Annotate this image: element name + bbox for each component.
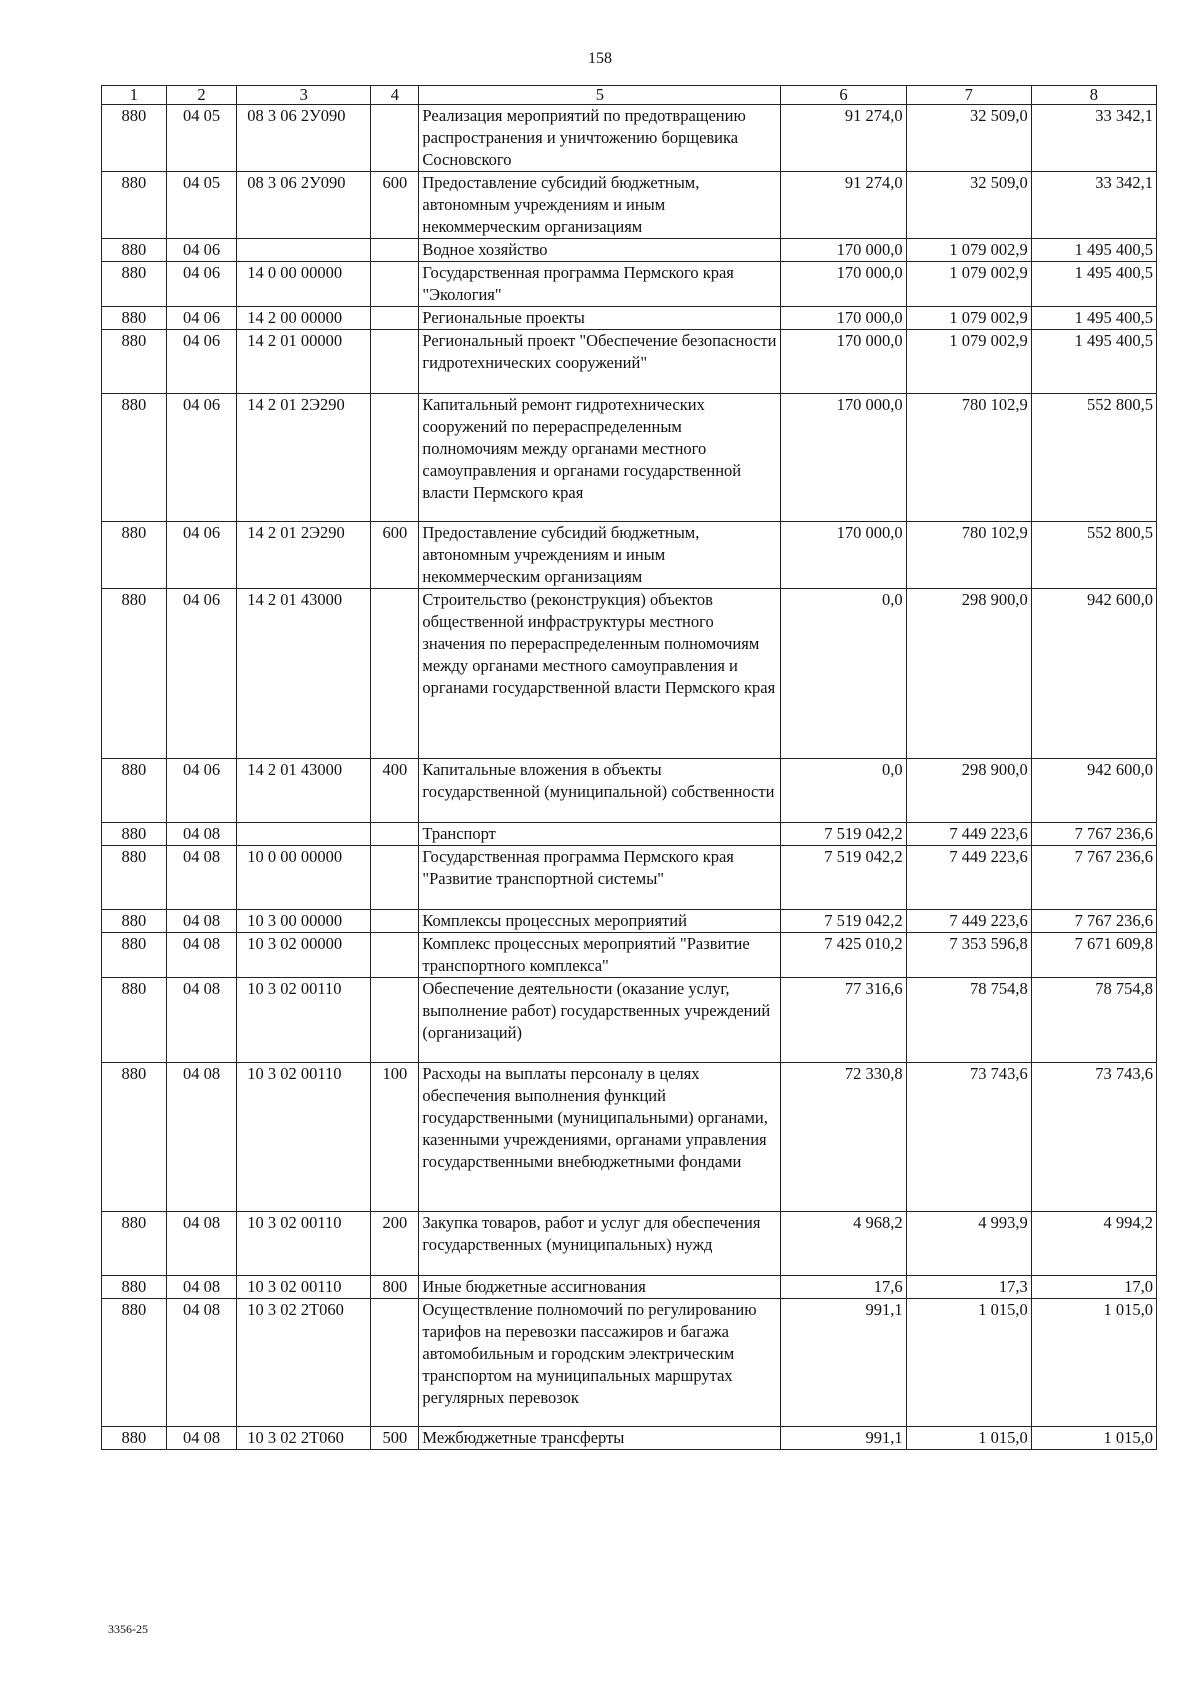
amount-col7-cell: 7 449 223,6 — [906, 823, 1031, 846]
item-name-cell: Предоставление субсидий бюджетным, автономным учреждениям и иным некоммерческим организациям — [419, 172, 781, 239]
item-name-cell: Государственная программа Пермского края "Развитие транспортной системы" — [419, 846, 781, 910]
amount-col8-cell: 942 600,0 — [1031, 589, 1156, 759]
table-row — [102, 105, 1157, 172]
expense-type-cell: 400 — [371, 759, 419, 823]
target-article-cell: 14 0 00 00000 — [237, 262, 371, 307]
target-article-cell: 10 3 02 00110 — [237, 1063, 371, 1212]
section-code-cell: 04 08 — [166, 1427, 236, 1450]
amount-col6-cell: 991,1 — [781, 1299, 906, 1427]
target-article-cell: 14 2 01 43000 — [237, 759, 371, 823]
table-row — [102, 172, 1157, 239]
expense-type-cell — [371, 823, 419, 846]
ministry-code-cell: 880 — [102, 823, 167, 846]
table-row — [102, 759, 1157, 823]
expense-type-cell: 200 — [371, 1212, 419, 1276]
target-article-cell: 10 3 02 00110 — [237, 1276, 371, 1299]
amount-col6-cell: 170 000,0 — [781, 522, 906, 589]
target-article-cell: 10 0 00 00000 — [237, 846, 371, 910]
amount-col7-cell: 4 993,9 — [906, 1212, 1031, 1276]
target-article-cell: 10 3 02 2Т060 — [237, 1299, 371, 1427]
amount-col6-cell: 170 000,0 — [781, 239, 906, 262]
expense-type-cell — [371, 307, 419, 330]
section-code-cell: 04 06 — [166, 522, 236, 589]
amount-col7-cell: 1 015,0 — [906, 1299, 1031, 1427]
ministry-code-cell: 880 — [102, 522, 167, 589]
amount-col6-cell: 7 519 042,2 — [781, 823, 906, 846]
section-code-cell: 04 08 — [166, 933, 236, 978]
ministry-code-cell: 880 — [102, 394, 167, 522]
section-code-cell: 04 06 — [166, 330, 236, 394]
column-header: 7 — [906, 86, 1031, 105]
amount-col6-cell: 77 316,6 — [781, 978, 906, 1063]
item-name-cell: Реализация мероприятий по предотвращению распространения и уничтожению борщевика Сосновского — [419, 105, 781, 172]
section-code-cell: 04 06 — [166, 759, 236, 823]
column-header: 5 — [419, 86, 781, 105]
item-name-cell: Расходы на выплаты персоналу в целях обеспечения выполнения функций государственными (муниципальными) органами, казенными учреждениями, органами управления государственными внебюджетными фондами — [419, 1063, 781, 1212]
target-article-cell: 14 2 01 00000 — [237, 330, 371, 394]
amount-col7-cell: 32 509,0 — [906, 105, 1031, 172]
amount-col7-cell: 1 079 002,9 — [906, 239, 1031, 262]
amount-col8-cell: 552 800,5 — [1031, 522, 1156, 589]
ministry-code-cell: 880 — [102, 1063, 167, 1212]
amount-col6-cell: 72 330,8 — [781, 1063, 906, 1212]
amount-col7-cell: 780 102,9 — [906, 522, 1031, 589]
target-article-cell: 14 2 01 2Э290 — [237, 522, 371, 589]
item-name-cell: Водное хозяйство — [419, 239, 781, 262]
table-row — [102, 823, 1157, 846]
section-code-cell: 04 06 — [166, 589, 236, 759]
section-code-cell: 04 08 — [166, 978, 236, 1063]
table-row — [102, 1276, 1157, 1299]
ministry-code-cell: 880 — [102, 307, 167, 330]
column-header: 8 — [1031, 86, 1156, 105]
ministry-code-cell: 880 — [102, 759, 167, 823]
table-row — [102, 307, 1157, 330]
item-name-cell: Государственная программа Пермского края "Экология" — [419, 262, 781, 307]
target-article-cell: 10 3 02 2Т060 — [237, 1427, 371, 1450]
expense-type-cell — [371, 846, 419, 910]
amount-col6-cell: 7 425 010,2 — [781, 933, 906, 978]
section-code-cell: 04 08 — [166, 1063, 236, 1212]
ministry-code-cell: 880 — [102, 239, 167, 262]
target-article-cell: 10 3 02 00110 — [237, 1212, 371, 1276]
item-name-cell: Строительство (реконструкция) объектов общественной инфраструктуры местного значения по перераспределенным полномочиям между органами местного самоуправления и органами государственной власти Пермского края — [419, 589, 781, 759]
table-row — [102, 1212, 1157, 1276]
section-code-cell: 04 08 — [166, 823, 236, 846]
ministry-code-cell: 880 — [102, 1299, 167, 1427]
section-code-cell: 04 06 — [166, 239, 236, 262]
amount-col6-cell: 4 968,2 — [781, 1212, 906, 1276]
section-code-cell: 04 08 — [166, 1299, 236, 1427]
amount-col8-cell: 1 015,0 — [1031, 1299, 1156, 1427]
amount-col7-cell: 780 102,9 — [906, 394, 1031, 522]
page-number: 158 — [588, 50, 612, 67]
item-name-cell: Закупка товаров, работ и услуг для обеспечения государственных (муниципальных) нужд — [419, 1212, 781, 1276]
expense-type-cell — [371, 262, 419, 307]
item-name-cell: Предоставление субсидий бюджетным, автономным учреждениям и иным некоммерческим организациям — [419, 522, 781, 589]
amount-col8-cell: 1 495 400,5 — [1031, 330, 1156, 394]
amount-col6-cell: 7 519 042,2 — [781, 846, 906, 910]
column-header: 4 — [371, 86, 419, 105]
item-name-cell: Транспорт — [419, 823, 781, 846]
expense-type-cell: 100 — [371, 1063, 419, 1212]
section-code-cell: 04 08 — [166, 846, 236, 910]
section-code-cell: 04 08 — [166, 910, 236, 933]
amount-col6-cell: 91 274,0 — [781, 172, 906, 239]
expense-type-cell — [371, 910, 419, 933]
amount-col6-cell: 91 274,0 — [781, 105, 906, 172]
amount-col8-cell: 1 495 400,5 — [1031, 307, 1156, 330]
ministry-code-cell: 880 — [102, 105, 167, 172]
amount-col6-cell: 17,6 — [781, 1276, 906, 1299]
expense-type-cell — [371, 933, 419, 978]
target-article-cell — [237, 823, 371, 846]
expense-type-cell — [371, 978, 419, 1063]
amount-col6-cell: 170 000,0 — [781, 394, 906, 522]
item-name-cell: Региональные проекты — [419, 307, 781, 330]
amount-col6-cell: 0,0 — [781, 759, 906, 823]
amount-col8-cell: 1 495 400,5 — [1031, 262, 1156, 307]
table-row — [102, 1427, 1157, 1450]
amount-col7-cell: 1 079 002,9 — [906, 262, 1031, 307]
expense-type-cell — [371, 394, 419, 522]
amount-col8-cell: 4 994,2 — [1031, 1212, 1156, 1276]
section-code-cell: 04 08 — [166, 1276, 236, 1299]
table-row — [102, 394, 1157, 522]
ministry-code-cell: 880 — [102, 933, 167, 978]
amount-col7-cell: 32 509,0 — [906, 172, 1031, 239]
table-row — [102, 910, 1157, 933]
amount-col7-cell: 78 754,8 — [906, 978, 1031, 1063]
table-row — [102, 978, 1157, 1063]
column-header: 1 — [102, 86, 167, 105]
amount-col6-cell: 170 000,0 — [781, 307, 906, 330]
amount-col6-cell: 7 519 042,2 — [781, 910, 906, 933]
item-name-cell: Иные бюджетные ассигнования — [419, 1276, 781, 1299]
target-article-cell: 14 2 01 43000 — [237, 589, 371, 759]
table-row — [102, 589, 1157, 759]
amount-col8-cell: 552 800,5 — [1031, 394, 1156, 522]
budget-table — [101, 85, 1157, 1450]
expense-type-cell: 800 — [371, 1276, 419, 1299]
table-row — [102, 239, 1157, 262]
amount-col6-cell: 991,1 — [781, 1427, 906, 1450]
target-article-cell: 08 3 06 2У090 — [237, 172, 371, 239]
expense-type-cell — [371, 105, 419, 172]
ministry-code-cell: 880 — [102, 262, 167, 307]
ministry-code-cell: 880 — [102, 1276, 167, 1299]
target-article-cell: 10 3 02 00110 — [237, 978, 371, 1063]
ministry-code-cell: 880 — [102, 589, 167, 759]
amount-col7-cell: 7 353 596,8 — [906, 933, 1031, 978]
column-header: 6 — [781, 86, 906, 105]
ministry-code-cell: 880 — [102, 910, 167, 933]
table-body — [102, 105, 1157, 1450]
amount-col8-cell: 1 015,0 — [1031, 1427, 1156, 1450]
amount-col8-cell: 1 495 400,5 — [1031, 239, 1156, 262]
target-article-cell — [237, 239, 371, 262]
amount-col7-cell: 298 900,0 — [906, 589, 1031, 759]
section-code-cell: 04 05 — [166, 105, 236, 172]
amount-col7-cell: 17,3 — [906, 1276, 1031, 1299]
expense-type-cell — [371, 1299, 419, 1427]
section-code-cell: 04 08 — [166, 1212, 236, 1276]
item-name-cell: Региональный проект "Обеспечение безопасности гидротехнических сооружений" — [419, 330, 781, 394]
ministry-code-cell: 880 — [102, 172, 167, 239]
document-code: 3356-25 — [108, 1622, 148, 1636]
expense-type-cell: 500 — [371, 1427, 419, 1450]
table-row — [102, 330, 1157, 394]
ministry-code-cell: 880 — [102, 1212, 167, 1276]
amount-col7-cell: 1 079 002,9 — [906, 307, 1031, 330]
amount-col8-cell: 7 671 609,8 — [1031, 933, 1156, 978]
expense-type-cell — [371, 330, 419, 394]
amount-col8-cell: 73 743,6 — [1031, 1063, 1156, 1212]
amount-col8-cell: 17,0 — [1031, 1276, 1156, 1299]
amount-col7-cell: 1 079 002,9 — [906, 330, 1031, 394]
header-row — [102, 86, 1157, 105]
amount-col7-cell: 7 449 223,6 — [906, 910, 1031, 933]
expense-type-cell — [371, 589, 419, 759]
item-name-cell: Комплексы процессных мероприятий — [419, 910, 781, 933]
target-article-cell: 10 3 00 00000 — [237, 910, 371, 933]
item-name-cell: Осуществление полномочий по регулированию тарифов на перевозки пассажиров и багажа автомобильным и городским электрическим транспортом на муниципальных маршрутах регулярных перевозок — [419, 1299, 781, 1427]
amount-col7-cell: 7 449 223,6 — [906, 846, 1031, 910]
target-article-cell: 14 2 00 00000 — [237, 307, 371, 330]
section-code-cell: 04 06 — [166, 262, 236, 307]
item-name-cell: Капитальные вложения в объекты государственной (муниципальной) собственности — [419, 759, 781, 823]
ministry-code-cell: 880 — [102, 330, 167, 394]
amount-col6-cell: 170 000,0 — [781, 330, 906, 394]
expense-type-cell: 600 — [371, 522, 419, 589]
amount-col8-cell: 7 767 236,6 — [1031, 910, 1156, 933]
amount-col8-cell: 942 600,0 — [1031, 759, 1156, 823]
amount-col7-cell: 1 015,0 — [906, 1427, 1031, 1450]
expense-type-cell: 600 — [371, 172, 419, 239]
section-code-cell: 04 06 — [166, 307, 236, 330]
amount-col6-cell: 0,0 — [781, 589, 906, 759]
table-row — [102, 1063, 1157, 1212]
table-row — [102, 262, 1157, 307]
amount-col8-cell: 7 767 236,6 — [1031, 846, 1156, 910]
section-code-cell: 04 06 — [166, 394, 236, 522]
target-article-cell: 14 2 01 2Э290 — [237, 394, 371, 522]
table-row — [102, 522, 1157, 589]
table-row — [102, 1299, 1157, 1427]
amount-col8-cell: 33 342,1 — [1031, 172, 1156, 239]
expense-type-cell — [371, 239, 419, 262]
amount-col7-cell: 73 743,6 — [906, 1063, 1031, 1212]
amount-col8-cell: 78 754,8 — [1031, 978, 1156, 1063]
column-header: 3 — [237, 86, 371, 105]
section-code-cell: 04 05 — [166, 172, 236, 239]
item-name-cell: Капитальный ремонт гидротехнических сооружений по перераспределенным полномочиям между органами местного самоуправления и органами государственной власти Пермского края — [419, 394, 781, 522]
table-row — [102, 933, 1157, 978]
target-article-cell: 08 3 06 2У090 — [237, 105, 371, 172]
amount-col8-cell: 33 342,1 — [1031, 105, 1156, 172]
amount-col7-cell: 298 900,0 — [906, 759, 1031, 823]
item-name-cell: Межбюджетные трансферты — [419, 1427, 781, 1450]
table-row — [102, 846, 1157, 910]
amount-col6-cell: 170 000,0 — [781, 262, 906, 307]
ministry-code-cell: 880 — [102, 846, 167, 910]
amount-col8-cell: 7 767 236,6 — [1031, 823, 1156, 846]
item-name-cell: Комплекс процессных мероприятий "Развитие транспортного комплекса" — [419, 933, 781, 978]
ministry-code-cell: 880 — [102, 1427, 167, 1450]
item-name-cell: Обеспечение деятельности (оказание услуг, выполнение работ) государственных учреждений (организаций) — [419, 978, 781, 1063]
target-article-cell: 10 3 02 00000 — [237, 933, 371, 978]
column-header: 2 — [166, 86, 236, 105]
ministry-code-cell: 880 — [102, 978, 167, 1063]
